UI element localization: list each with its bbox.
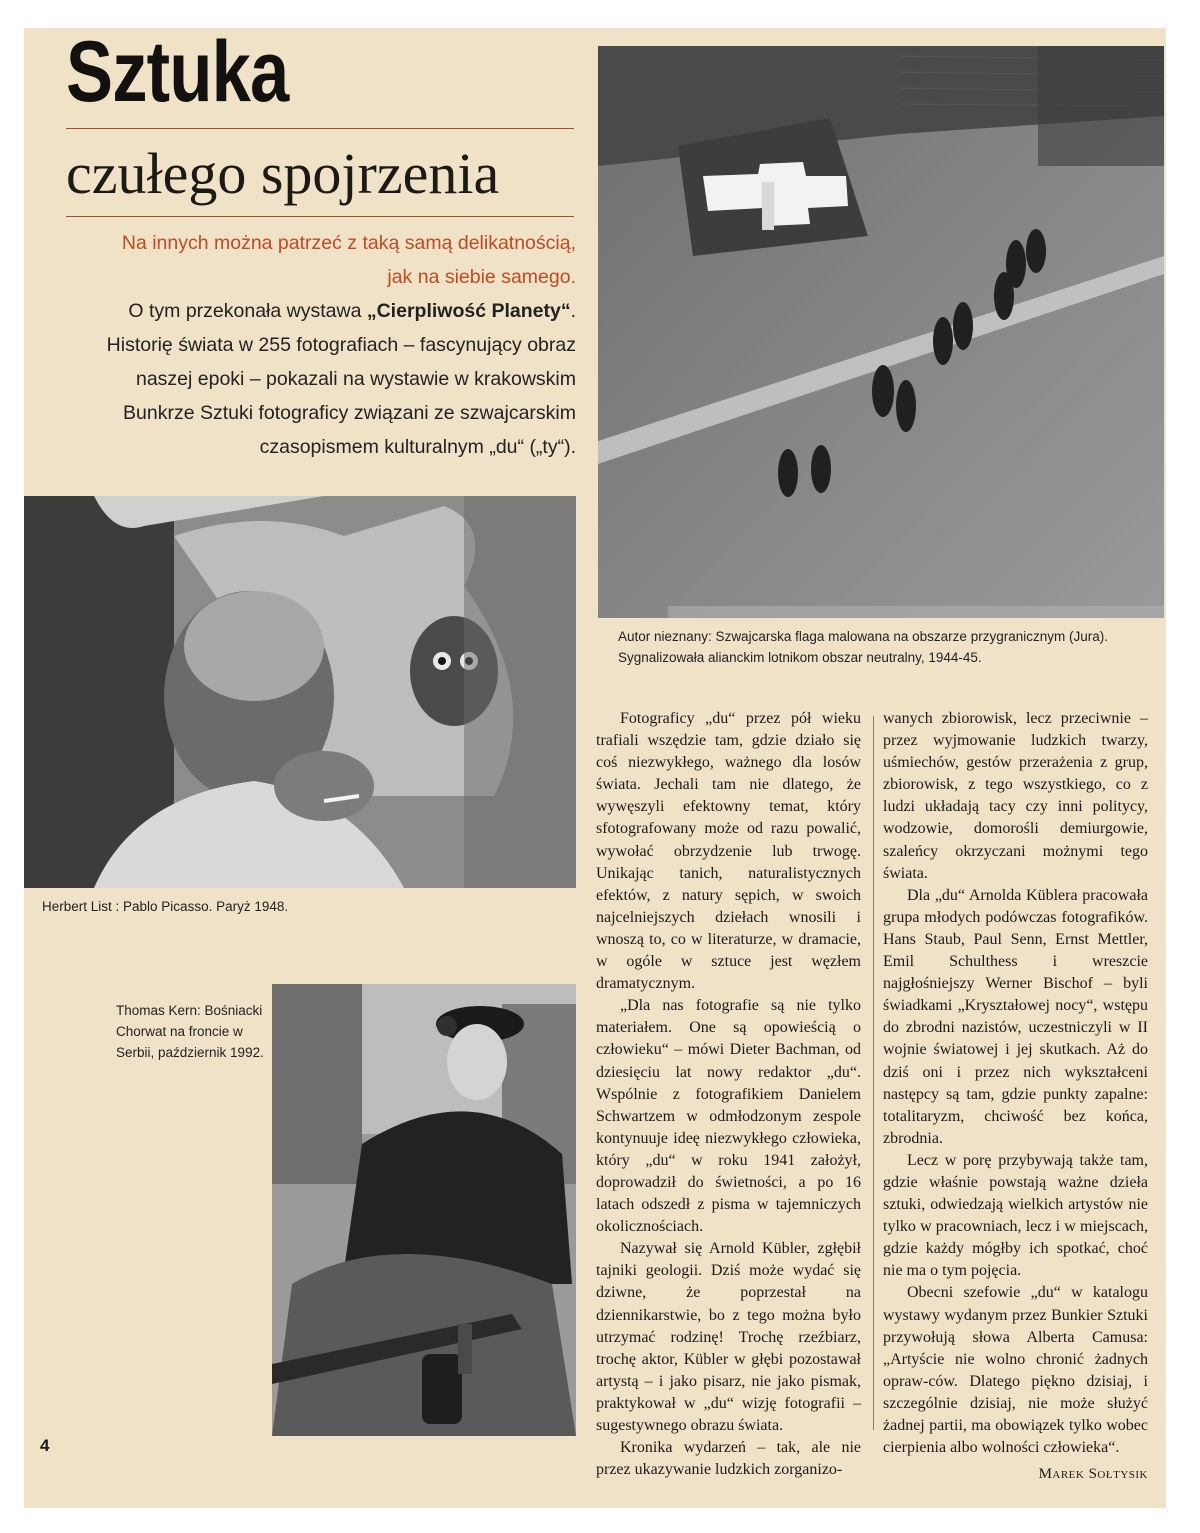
title-rule-top <box>66 128 574 129</box>
article-paragraph: Obecni szefowie „du“ w katalogu wystawy wydanym przez Bunkier Sztuki przywołują słowa Alberta Camusa: „Artyście nie wolno chronić żadnych opraw-ców. Dlatego piękno dzisiaj, i szczególnie dzisiaj, nie może służyć żadnej partii, ma obowiązek tylko wobec cierpienia albo wolności człowieka“. <box>883 1284 1148 1457</box>
caption-picasso: Herbert List : Pablo Picasso. Paryż 1948. <box>42 899 289 914</box>
article-column-1 <box>596 708 861 1485</box>
lead-text-1: O tym przekonała wystawa <box>128 300 367 322</box>
caption-swiss-flag: Autor nieznany: Szwajcarska flaga malowana na obszarze przygranicznym (Jura). Sygnalizowała alianckim lotnikom obszar neutralny, 1944-45. <box>618 629 1108 665</box>
article-paragraph: Nazywał się Arnold Kübler, zgłębił tajniki geologii. Dziś może wydać się dziwne, że poprzestał na dziennikarstwie, bo z tego można było utrzymać rodzinę! Trochę rzeźbiarz, trochę aktor, Kübler w głębi pozostawał artystą – i jako pisarz, nie jako pismak, praktykował w „du“ wizję fotografii – sugestywnego obrazu świata. <box>596 1240 861 1434</box>
page-number: 4 <box>40 1436 50 1455</box>
photo-swiss-flag <box>598 46 1164 618</box>
article-paragraph: wanych zbiorowisk, lecz przeciwnie – przez wyjmowanie ludzkich twarzy, uśmiechów, gestów przerażenia z grup, zbiorowisk, z tego wszystkiego, co z ludzi układają tacy czy inni politycy, wodzowie, domorośli demiurgowie, szaleńcy okrzyczani możnymi tego świata. <box>883 710 1148 882</box>
lead-exhibition-name: „Cierpliwość Planety“ <box>366 300 571 322</box>
article-column-2 <box>883 708 1148 1485</box>
article-paragraph: Dla „du“ Arnolda Küblera pracowała grupa młodych podówczas fotografików. Hans Staub, Paul Senn, Ernst Mettler, Emil Schulthess i wreszcie najgłośniejszy Werner Bischof – byli świadkami „Kryształowej nocy“, wstępu do zbrodni nazistów, uczestniczyli w II wojnie światowej i jej skutkach. Aż do dziś oni i przez nich wykształceni następcy są tam, gdzie punkty zapalne: totalitaryzm, chciwość bez końca, zbrodnia. <box>883 886 1148 1147</box>
column-divider <box>873 716 874 1430</box>
photo-bosnian-soldier <box>272 984 576 1436</box>
title-rule-bottom <box>66 216 574 217</box>
title-sub: czułego spojrzenia <box>66 141 500 206</box>
article-paragraph: „Dla nas fotografie są nie tylko materiałem. One są opowieścią o człowieku“ – mówi Dieter Bachman, od dziesięciu lat nowy redaktor „du“. Wspólnie z fotografikiem Danielem Schwartzem w odmłodzonym zespole kontynuuje ideę niezwykłego człowieka, który „du“ w roku 1941 założył, doprowadził do świetności, a po 16 latach odszedł z pisma w tajemniczych okolicznościach. <box>596 997 861 1236</box>
author-signature: Marek Sołtysik <box>1038 1466 1148 1483</box>
lead-highlight-1: Na innych można patrzeć z taką samą delikatnością, <box>121 232 576 254</box>
article-paragraph: Lecz w porę przybywają także tam, gdzie właśnie powstają ważne dzieła sztuki, odwiedzają wielkich artystów nie tylko w pracowniach, lecz i w miejscach, gdzie każdy mógłby ich spotkać, choć nie ma o tym pojęcia. <box>883 1151 1148 1280</box>
article-body <box>596 708 1148 1485</box>
caption-bosnian-soldier: Thomas Kern: Bośniacki Chorwat na froncie w Serbii, październik 1992. <box>116 1003 264 1060</box>
title-main: Sztuka <box>66 24 289 120</box>
lead-paragraph <box>80 226 576 464</box>
photo-picasso-portrait <box>24 496 576 888</box>
lead-highlight-2: jak na siebie samego. <box>387 266 576 288</box>
lead-text-2: . Historię świata w 255 fotografiach – fascynujący obraz naszej epoki – pokazali na wystawie w krakowskim Bunkrze Sztuki fotograficy związani ze szwajcarskim czasopismem kulturalnym „du“ („ty“). <box>106 300 576 458</box>
article-paragraph: Fotograficy „du“ przez pół wieku trafiali wszędzie tam, gdzie działo się coś niezwykłego, ważnego dla losów świata. Jechali tam nie dlatego, że wywęszyli efektowny temat, który sfotografowany może od razu powalić, wywołać obrzydzenie lub trwogę. Unikając tanich, naturalistycznych efektów, z natury sępich, w swoich najcelniejszych dziełach wnosili i wnoszą to, co w literaturze, w dramacie, w ogóle w sztuce jest węzłem dramatycznym. <box>596 710 861 993</box>
article-paragraph: Kronika wydarzeń – tak, ale nie przez ukazywanie ludzkich zorganizo- <box>596 1439 861 1479</box>
